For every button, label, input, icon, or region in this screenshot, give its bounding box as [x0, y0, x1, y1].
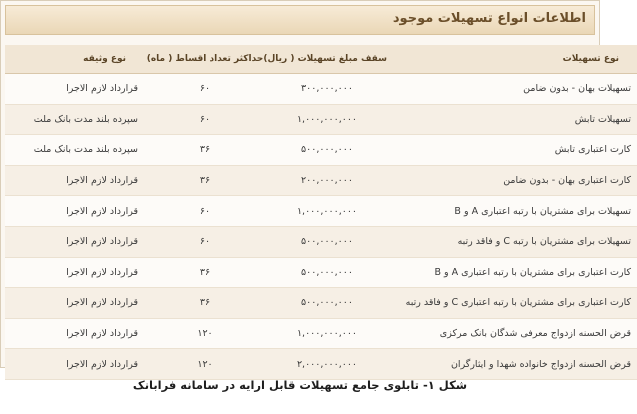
cell-facility-type: قرض الحسنه ازدواج معرفی شدگان بانک مرکزی — [388, 318, 637, 349]
cell-max-installments: ۱۲۰ — [144, 349, 266, 380]
cell-collateral-type: قرارداد لازم الاجرا — [5, 196, 144, 227]
cell-max-amount: ۵۰۰,۰۰۰,۰۰۰ — [266, 288, 388, 319]
cell-collateral-type: قرارداد لازم الاجرا — [5, 226, 144, 257]
table-header-row — [5, 45, 637, 74]
panel-header — [5, 5, 595, 35]
cell-max-installments: ۳۶ — [144, 257, 266, 288]
cell-max-installments: ۳۶ — [144, 288, 266, 319]
table-body — [5, 74, 637, 380]
table-row[interactable] — [5, 104, 637, 135]
cell-facility-type: قرض الحسنه ازدواج خانواده شهدا و ایثارگران — [388, 349, 637, 380]
cell-facility-type: کارت اعتباری برای مشتریان با رتبه اعتباری A و B — [388, 257, 637, 288]
facilities-table — [5, 45, 637, 380]
cell-collateral-type: قرارداد لازم الاجرا — [5, 165, 144, 196]
header-facility-type[interactable]: نوع تسهیلات — [388, 45, 637, 74]
cell-collateral-type: قرارداد لازم الاجرا — [5, 74, 144, 105]
cell-max-amount: ۲۰۰,۰۰۰,۰۰۰ — [266, 165, 388, 196]
cell-max-installments: ۶۰ — [144, 226, 266, 257]
table-row[interactable] — [5, 288, 637, 319]
cell-collateral-type: قرارداد لازم الاجرا — [5, 257, 144, 288]
cell-collateral-type: سپرده بلند مدت بانک ملت — [5, 135, 144, 166]
table-row[interactable] — [5, 318, 637, 349]
cell-max-amount: ۱,۰۰۰,۰۰۰,۰۰۰ — [266, 196, 388, 227]
cell-facility-type: تسهیلات برای مشتریان با رتبه اعتباری A و B — [388, 196, 637, 227]
table-row[interactable] — [5, 226, 637, 257]
table-row[interactable] — [5, 349, 637, 380]
cell-max-amount: ۵۰۰,۰۰۰,۰۰۰ — [266, 135, 388, 166]
cell-max-amount: ۱,۰۰۰,۰۰۰,۰۰۰ — [266, 318, 388, 349]
cell-facility-type: تسهیلات بهان - بدون ضامن — [388, 74, 637, 105]
cell-max-installments: ۶۰ — [144, 104, 266, 135]
table-row[interactable] — [5, 135, 637, 166]
cell-facility-type: تسهیلات برای مشتریان با رتبه C و فاقد رتبه — [388, 226, 637, 257]
cell-collateral-type: سپرده بلند مدت بانک ملت — [5, 104, 144, 135]
cell-max-installments: ۶۰ — [144, 196, 266, 227]
cell-max-installments: ۱۲۰ — [144, 318, 266, 349]
cell-facility-type: کارت اعتباری برای مشتریان با رتبه اعتباری C و فاقد رتبه — [388, 288, 637, 319]
table-row[interactable] — [5, 257, 637, 288]
cell-collateral-type: قرارداد لازم الاجرا — [5, 349, 144, 380]
header-max-amount[interactable]: سقف مبلغ تسهیلات ( ریال) — [266, 45, 388, 74]
table-row[interactable] — [5, 74, 637, 105]
cell-max-amount: ۱,۰۰۰,۰۰۰,۰۰۰ — [266, 104, 388, 135]
cell-facility-type: تسهیلات تابش — [388, 104, 637, 135]
cell-collateral-type: قرارداد لازم الاجرا — [5, 288, 144, 319]
cell-facility-type: کارت اعتباری بهان - بدون ضامن — [388, 165, 637, 196]
cell-facility-type: کارت اعتباری تابش — [388, 135, 637, 166]
cell-collateral-type: قرارداد لازم الاجرا — [5, 318, 144, 349]
table-row[interactable] — [5, 196, 637, 227]
cell-max-installments: ۳۶ — [144, 165, 266, 196]
cell-max-amount: ۳۰۰,۰۰۰,۰۰۰ — [266, 74, 388, 105]
cell-max-amount: ۵۰۰,۰۰۰,۰۰۰ — [266, 226, 388, 257]
cell-max-amount: ۲,۰۰۰,۰۰۰,۰۰۰ — [266, 349, 388, 380]
panel-title: اطلاعات انواع تسهیلات موجود — [392, 11, 586, 26]
figure-caption: شکل ۱- تابلوی جامع تسهیلات قابل ارایه در سامانه فرابانک — [132, 378, 468, 392]
header-collateral-type[interactable]: نوع وثیقه — [5, 45, 144, 74]
table-row[interactable] — [5, 165, 637, 196]
cell-max-installments: ۳۶ — [144, 135, 266, 166]
header-max-installments[interactable]: حداکثر تعداد اقساط ( ماه) — [144, 45, 266, 74]
cell-max-installments: ۶۰ — [144, 74, 266, 105]
cell-max-amount: ۵۰۰,۰۰۰,۰۰۰ — [266, 257, 388, 288]
